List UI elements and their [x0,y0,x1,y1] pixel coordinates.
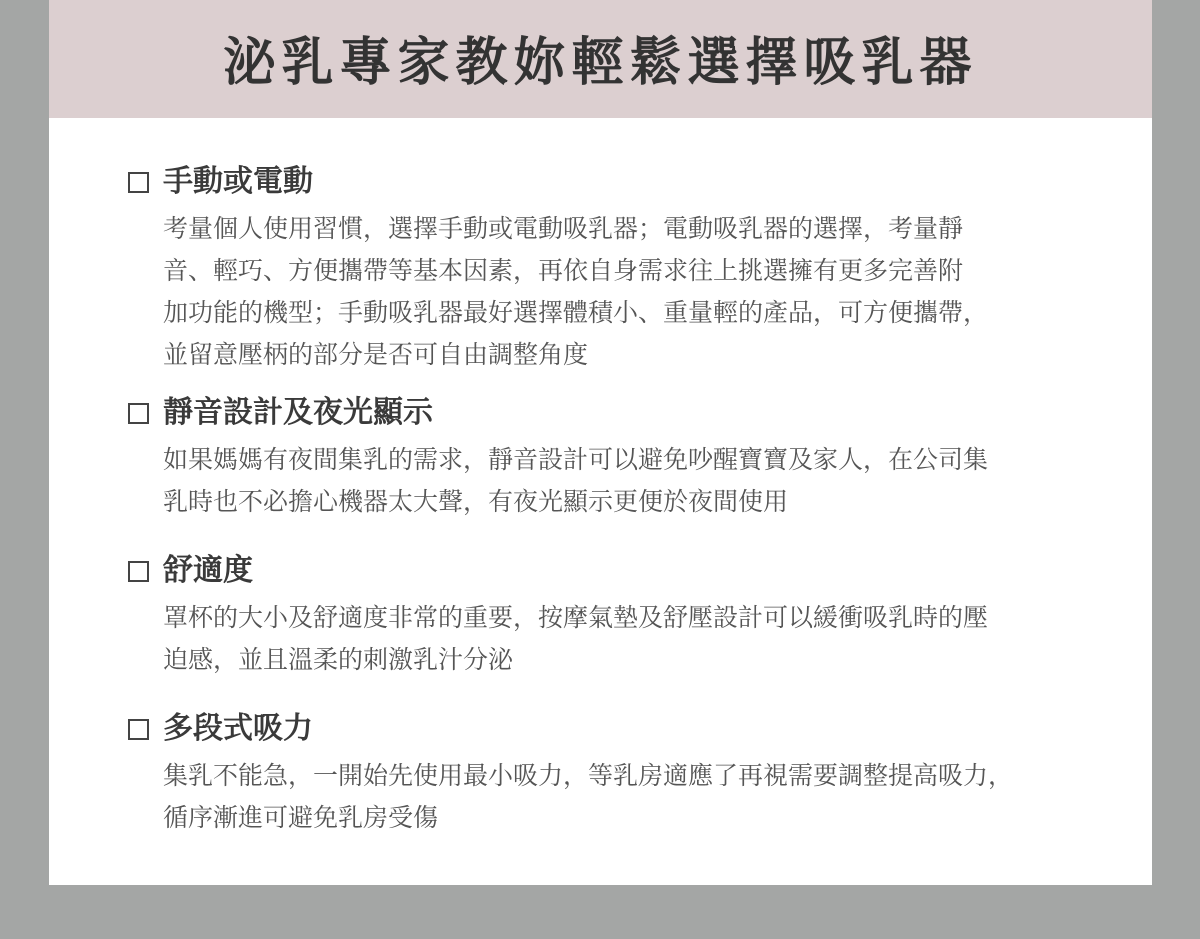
section-header [128,393,1088,433]
section-body: 如果媽媽有夜間集乳的需求，靜音設計可以避免吵醒寶寶及家人，在公司集 乳時也不必擔心機器太大聲，有夜光顯示更便於夜間使用 [163,445,989,516]
content-card [49,0,1152,885]
section-header [128,162,1088,202]
section-body: 集乳不能急，一開始先使用最小吸力，等乳房適應了再視需要調整提高吸力， 循序漸進可避免乳房受傷 [163,761,1014,832]
section-title: 手動或電動 [163,164,313,199]
section-title: 靜音設計及夜光顯示 [163,395,433,430]
checkbox-icon [128,172,149,193]
section-title: 多段式吸力 [163,711,313,746]
section-silent-night-light [128,393,1088,523]
section-body: 罩杯的大小及舒適度非常的重要，按摩氣墊及舒壓設計可以緩衝吸乳時的壓 迫感，並且溫柔的刺激乳汁分泌 [163,603,989,674]
checkbox-icon [128,719,149,740]
section-manual-or-electric [128,162,1088,376]
checkbox-icon [128,561,149,582]
section-header [128,551,1088,591]
section-multi-stage-suction [128,709,1088,839]
checkbox-icon [128,403,149,424]
section-title: 舒適度 [163,553,253,588]
section-body: 考量個人使用習慣，選擇手動或電動吸乳器；電動吸乳器的選擇，考量靜 音、輕巧、方便攜帶等基本因素，再依自身需求往上挑選擁有更多完善附 加功能的機型；手動吸乳器最好選擇體積小、重量輕的產品，可方便攜帶， 並留意壓柄的部分是否可自由調整角度 [163,214,989,369]
section-header [128,709,1088,749]
header-banner [49,0,1152,118]
page-title: 泌乳專家教妳輕鬆選擇吸乳器 [223,31,978,93]
section-comfort [128,551,1088,681]
